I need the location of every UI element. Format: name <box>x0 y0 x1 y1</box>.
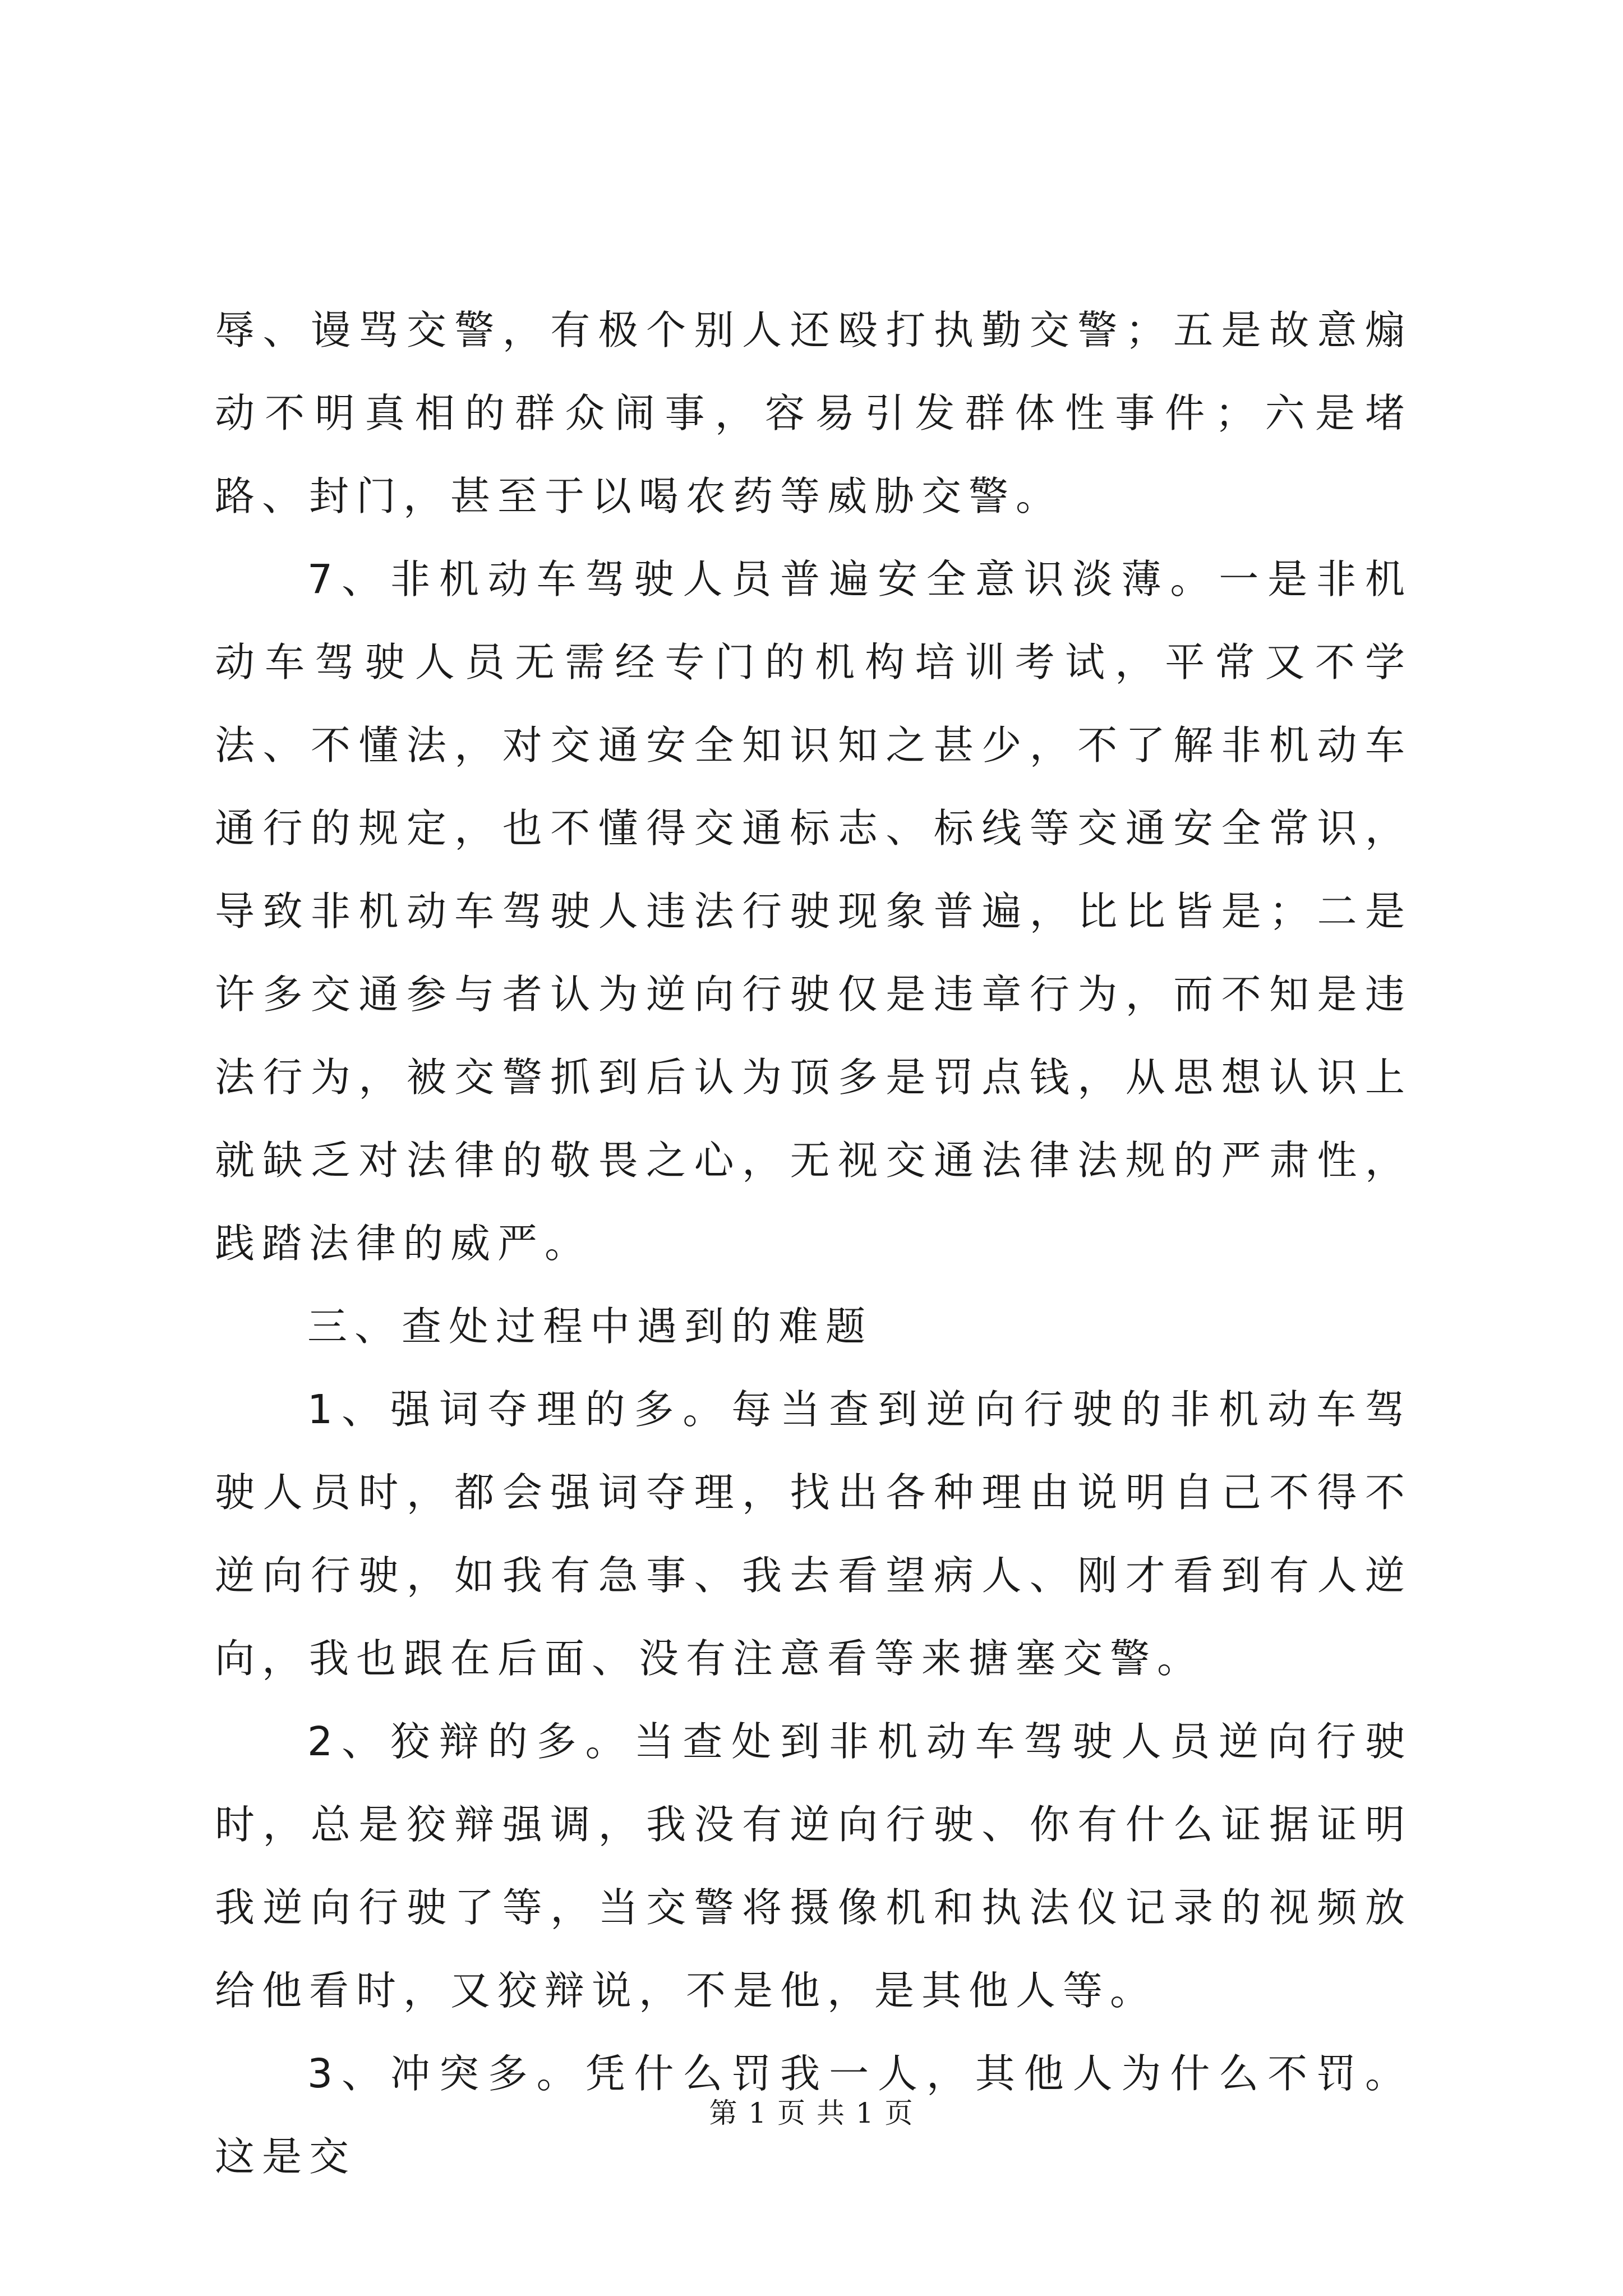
paragraph-item-3: 3、冲突多。凭什么罚我一人，其他人为什么不罚。这是交 <box>215 2050 1412 2180</box>
paragraph-item-7: 7、非机动车驾驶人员普遍安全意识淡薄。一是非机动车驾驶人员无需经专门的机构培训考试，平常又不学法、不懂法，对交通安全知识知之甚少，不了解非机动车通行的规定，也不懂得交通标志、标线等交通安全常识，导致非机动车驾驶人违法行驶现象普遍，比比皆是；二是许多交通参与者认为逆向行驶仅是违章行为，而不知是违法行为，被交警抓到后认为顶多是罚点钱，从思想认识上就缺乏对法律的敬畏之心，无视交通法律法规的严肃性，践踏法律的威严。 <box>215 556 1412 1267</box>
paragraph-item-2: 2、狡辩的多。当查处到非机动车驾驶人员逆向行驶时，总是狡辩强调，我没有逆向行驶、你有什么证据证明我逆向行驶了等，当交警将摄像机和执法仪记录的视频放给他看时，又狡辩说，不是他，是其他人等。 <box>215 1718 1412 2014</box>
page-footer: 第 1 页 共 1 页 <box>709 2097 914 2129</box>
paragraph-item-1: 1、强词夺理的多。每当查到逆向行驶的非机动车驾驶人员时，都会强词夺理，找出各种理由说明自己不得不逆向行驶，如我有急事、我去看望病人、刚才看到有人逆向，我也跟在后面、没有注意看等来搪塞交警。 <box>215 1386 1412 1682</box>
document-body <box>215 289 1412 2198</box>
paragraph-continuation: 辱、谩骂交警，有极个别人还殴打执勤交警；五是故意煽动不明真相的群众闹事，容易引发群体性事件；六是堵路、封门，甚至于以喝农药等威胁交警。 <box>215 307 1412 519</box>
section-heading-3: 三、查处过程中遇到的难题 <box>307 1303 873 1350</box>
